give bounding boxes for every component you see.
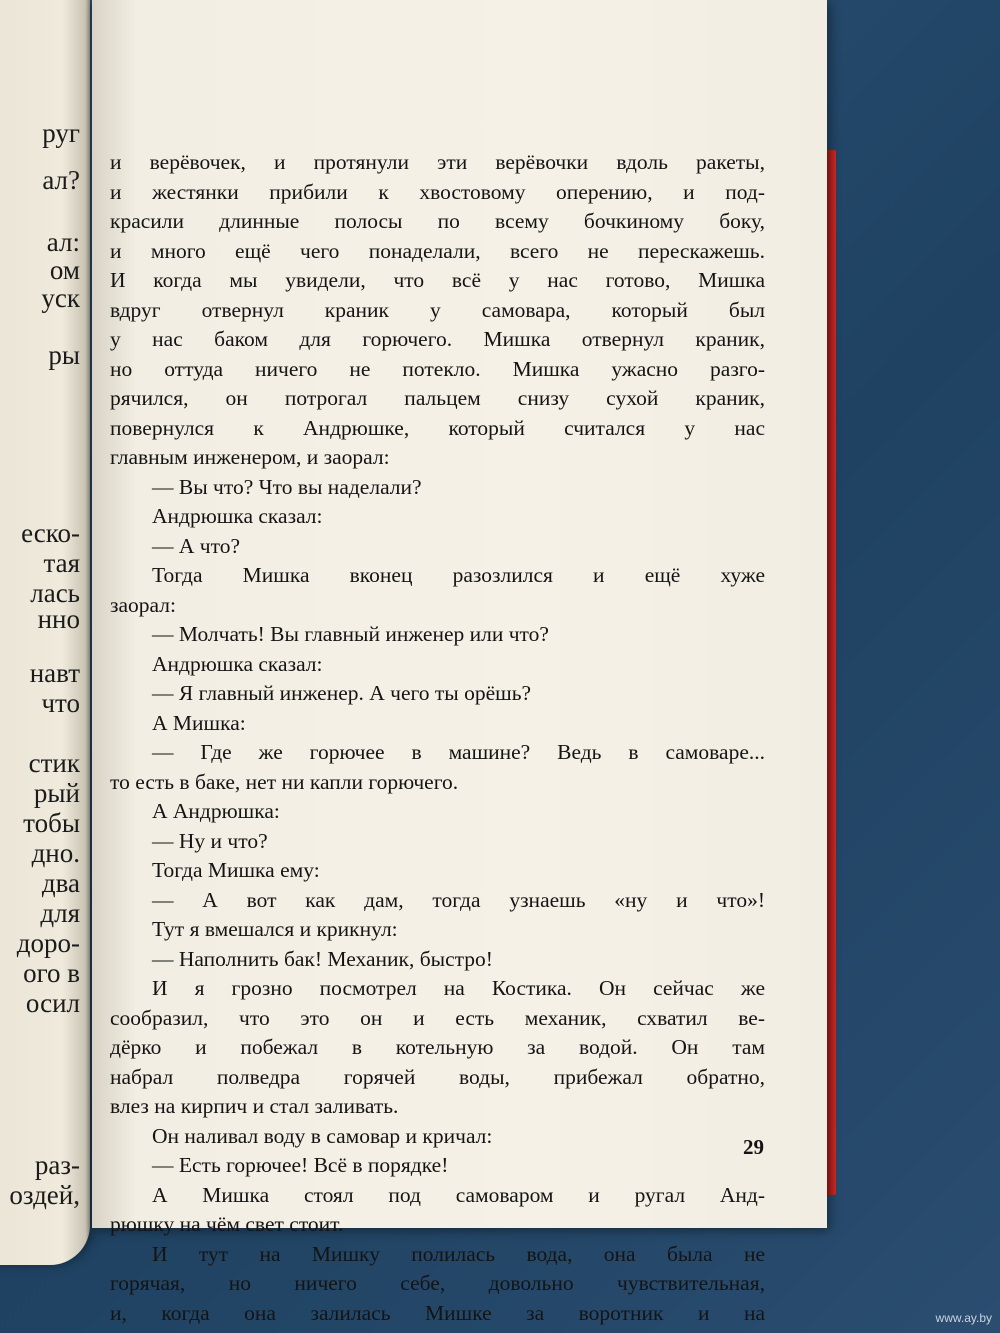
text-line: — Наполнить бак! Механик, быстро! xyxy=(152,946,493,971)
left-page-fragment: для xyxy=(40,898,80,928)
left-page-fragment: тая xyxy=(43,548,80,578)
text-line: горячая, но ничего себе, довольно чувствительная, xyxy=(110,1271,765,1295)
text-line: И когда мы увидели, что всё у нас готово, Мишка xyxy=(110,268,765,292)
text-line: у нас баком для горючего. Мишка отвернул краник, xyxy=(110,327,765,351)
left-page-fragment: осил xyxy=(25,988,80,1018)
text-line: красили длинные полосы по всему бочкиному боку, xyxy=(110,209,765,233)
left-page-fragment: уск xyxy=(41,283,80,313)
left-page-fragment: оздей, xyxy=(9,1180,80,1210)
text-line: Андрюшка сказал: xyxy=(152,651,323,676)
text-line: А Андрюшка: xyxy=(152,799,280,823)
text-line: — Где же горючее в машине? Ведь в самоваре... xyxy=(152,740,765,764)
text-line: А Мишка: xyxy=(152,710,246,735)
text-line: И тут на Мишку полилась вода, она была не xyxy=(152,1241,765,1266)
left-page-fragment: дно. xyxy=(31,838,80,868)
text-line: А Мишка стоял под самоваром и ругал Анд- xyxy=(152,1182,765,1207)
text-line: — Молчать! Вы главный инженер или что? xyxy=(152,622,549,646)
text-line: — Есть горючее! Всё в порядке! xyxy=(152,1153,449,1177)
left-page-fragment: навт xyxy=(29,658,80,688)
left-page-fragment: ал? xyxy=(42,165,80,195)
left-page-fragment: рый xyxy=(33,778,80,808)
page-text xyxy=(110,148,765,1328)
text-line: дёрко и побежал в котельную за водой. Он там xyxy=(110,1035,765,1059)
left-page-fragment: еско- xyxy=(21,518,80,548)
text-line: но оттуда ничего не потекло. Мишка ужасно разго- xyxy=(110,356,765,381)
left-page-fragment: ом xyxy=(49,255,80,285)
left-page-fragment: руг xyxy=(42,118,80,148)
text-line: главным инженером, и заорал: xyxy=(110,445,390,469)
text-line: Тогда Мишка вконец разозлился и ещё хуже xyxy=(152,563,765,587)
text-line: заорал: xyxy=(110,592,176,617)
text-line: сообразил, что это он и есть механик, схватил ве- xyxy=(110,1005,765,1030)
text-line: Тут я вмешался и крикнул: xyxy=(152,917,398,941)
text-line: И я грозно посмотрел на Костика. Он сейчас же xyxy=(152,976,765,1000)
text-line: и, когда она залилась Мишке за воротник и на xyxy=(110,1300,765,1325)
text-line: то есть в баке, нет ни капли горючего. xyxy=(110,769,459,794)
text-line: Он наливал воду в самовар и кричал: xyxy=(152,1123,493,1148)
text-line: — Я главный инженер. А чего ты орёшь? xyxy=(152,681,532,705)
left-page-fragment: тобы xyxy=(23,808,80,838)
left-page-fragment: ал: xyxy=(46,227,80,257)
text-line: рюшку на чём свет стоит. xyxy=(110,1212,344,1236)
text-line: Тогда Мишка ему: xyxy=(152,858,320,882)
left-page-fragment: ого в xyxy=(23,958,80,988)
text-line: Андрюшка сказал: xyxy=(152,504,323,528)
page-number: 29 xyxy=(743,1135,764,1159)
left-page-fragment: стик xyxy=(28,748,80,778)
text-line: — Ну и что? xyxy=(152,828,268,853)
text-line: и много ещё чего понаделали, всего не перескажешь. xyxy=(110,238,765,263)
left-page-fragment: раз- xyxy=(34,1150,80,1180)
left-page-fragment: два xyxy=(41,868,80,898)
watermark: www.ay.by xyxy=(935,1311,992,1325)
text-line: повернулся к Андрюшке, который считался у нас xyxy=(110,415,765,440)
text-line: рячился, он потрогал пальцем снизу сухой краник, xyxy=(110,386,765,410)
left-page-fragment: доро- xyxy=(16,928,80,958)
text-line: влез на кирпич и стал заливать. xyxy=(110,1094,399,1118)
text-line: вдруг отвернул краник у самовара, который был xyxy=(110,297,765,322)
left-page xyxy=(0,0,90,1265)
book-cover-edge xyxy=(826,150,836,1195)
text-line: и верёвочек, и протянули эти верёвочки вдоль ракеты, xyxy=(110,150,765,174)
text-line: — Вы что? Что вы наделали? xyxy=(152,474,422,499)
text-line: — А что? xyxy=(152,533,240,558)
left-page-fragment: нно xyxy=(37,604,80,634)
text-line: набрал полведра горячей воды, прибежал обратно, xyxy=(110,1064,765,1089)
left-page-fragment: лась xyxy=(30,578,80,608)
text-line: — А вот как дам, тогда узнаешь «ну и что»! xyxy=(152,887,765,912)
left-page-fragment: что xyxy=(41,688,80,718)
left-page-fragment: ры xyxy=(48,340,80,370)
text-line: и жестянки прибили к хвостовому оперению, и под- xyxy=(110,179,765,204)
